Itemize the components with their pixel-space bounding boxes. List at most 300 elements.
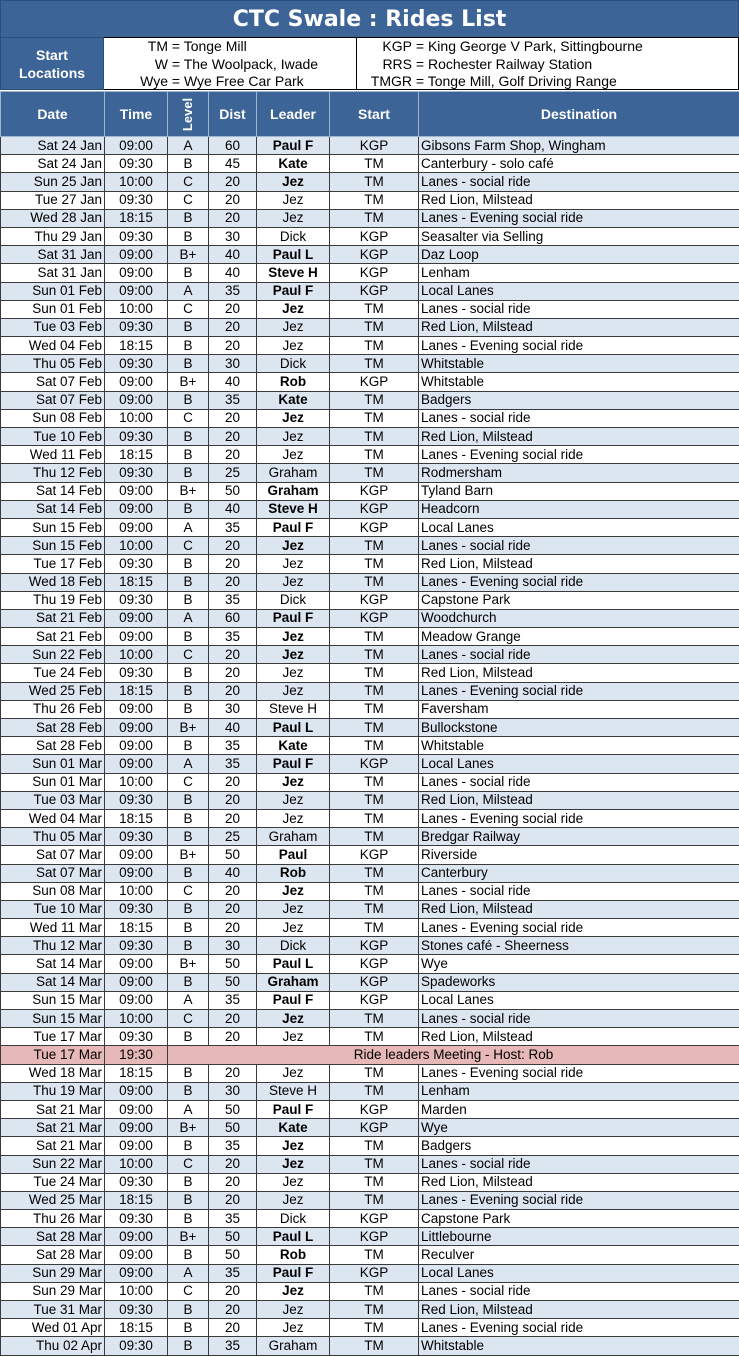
- table-row: [1, 864, 739, 882]
- cell-level: C: [168, 1282, 209, 1300]
- cell-destination: Wye: [419, 1119, 739, 1137]
- cell-destination: Red Lion, Milstead: [419, 1028, 739, 1046]
- cell-level: B: [168, 737, 209, 755]
- cell-leader: Rob: [257, 864, 330, 882]
- cell-level: B+: [168, 1119, 209, 1137]
- cell-dist: 40: [209, 264, 257, 282]
- cell-date: Sun 22 Feb: [1, 646, 105, 664]
- cell-leader: Steve H: [257, 500, 330, 518]
- cell-level: B: [168, 318, 209, 336]
- cell-date: Thu 19 Mar: [1, 1082, 105, 1100]
- cell-level: C: [168, 173, 209, 191]
- cell-start: KGP: [330, 282, 419, 300]
- cell-destination: Wye: [419, 955, 739, 973]
- table-row: [1, 1191, 739, 1209]
- cell-level: C: [168, 537, 209, 555]
- cell-dist: 30: [209, 355, 257, 373]
- cell-start: TM: [330, 1010, 419, 1028]
- cell-time: 10:00: [105, 1010, 168, 1028]
- cell-start: KGP: [330, 1119, 419, 1137]
- cell-time: 18:15: [105, 1064, 168, 1082]
- cell-dist: 25: [209, 828, 257, 846]
- cell-start: TM: [330, 864, 419, 882]
- cell-date: Wed 11 Feb: [1, 446, 105, 464]
- cell-leader: Jez: [257, 1010, 330, 1028]
- cell-dist: 35: [209, 628, 257, 646]
- cell-leader: Jez: [257, 809, 330, 827]
- legend-entry: RRS = Rochester Railway Station: [357, 56, 738, 74]
- cell-level: A: [168, 1100, 209, 1118]
- location-code: TM: [147, 38, 168, 54]
- cell-time: 10:00: [105, 773, 168, 791]
- cell-time: 09:00: [105, 973, 168, 991]
- cell-destination: Capstone Park: [419, 1210, 739, 1228]
- location-code: RRS: [382, 55, 412, 72]
- cell-level: B: [168, 791, 209, 809]
- cell-leader: Jez: [257, 173, 330, 191]
- column-header-destination: Destination: [419, 92, 739, 137]
- cell-dist: 20: [209, 1282, 257, 1300]
- cell-start: TM: [330, 828, 419, 846]
- cell-level: B: [168, 900, 209, 918]
- cell-meeting-note: Ride leaders Meeting - Host: Rob: [168, 1046, 739, 1064]
- cell-start: KGP: [330, 500, 419, 518]
- cell-destination: Red Lion, Milstead: [419, 428, 739, 446]
- cell-date: Sun 01 Mar: [1, 755, 105, 773]
- cell-level: C: [168, 773, 209, 791]
- cell-leader: Jez: [257, 646, 330, 664]
- cell-start: KGP: [330, 264, 419, 282]
- cell-start: TM: [330, 1301, 419, 1319]
- table-row: [1, 446, 739, 464]
- cell-destination: Lanes - social ride: [419, 773, 739, 791]
- cell-time: 09:30: [105, 428, 168, 446]
- column-header-leader: Leader: [257, 92, 330, 137]
- cell-date: Sun 15 Feb: [1, 518, 105, 536]
- cell-start: TM: [330, 464, 419, 482]
- cell-dist: 20: [209, 173, 257, 191]
- table-row: [1, 518, 739, 536]
- cell-leader: Jez: [257, 1173, 330, 1191]
- cell-date: Sat 21 Feb: [1, 628, 105, 646]
- cell-dist: 20: [209, 555, 257, 573]
- cell-date: Thu 05 Feb: [1, 355, 105, 373]
- cell-start: TM: [330, 573, 419, 591]
- cell-level: B: [168, 264, 209, 282]
- cell-date: Sat 14 Mar: [1, 955, 105, 973]
- cell-date: Wed 04 Feb: [1, 337, 105, 355]
- cell-date: Thu 29 Jan: [1, 227, 105, 245]
- cell-time: 09:00: [105, 737, 168, 755]
- table-row: [1, 1246, 739, 1264]
- cell-destination: Capstone Park: [419, 591, 739, 609]
- cell-date: Tue 10 Feb: [1, 428, 105, 446]
- table-row: [1, 1155, 739, 1173]
- cell-destination: Lanes - Evening social ride: [419, 337, 739, 355]
- cell-date: Sun 15 Mar: [1, 991, 105, 1009]
- cell-time: 09:30: [105, 1210, 168, 1228]
- cell-start: KGP: [330, 973, 419, 991]
- table-row: [1, 1082, 739, 1100]
- cell-dist: 35: [209, 737, 257, 755]
- cell-start: TM: [330, 1282, 419, 1300]
- cell-level: B: [168, 919, 209, 937]
- cell-level: A: [168, 991, 209, 1009]
- cell-time: 09:30: [105, 318, 168, 336]
- cell-start: KGP: [330, 227, 419, 245]
- cell-level: B+: [168, 482, 209, 500]
- cell-time: 09:00: [105, 1119, 168, 1137]
- table-row: [1, 318, 739, 336]
- cell-start: KGP: [330, 609, 419, 627]
- cell-leader: Dick: [257, 591, 330, 609]
- cell-time: 09:30: [105, 191, 168, 209]
- location-name: Wye Free Car Park: [183, 73, 304, 89]
- cell-destination: Local Lanes: [419, 282, 739, 300]
- cell-date: Sun 08 Feb: [1, 409, 105, 427]
- cell-start: KGP: [330, 1264, 419, 1282]
- cell-destination: Spadeworks: [419, 973, 739, 991]
- legend-label-line2: Locations: [18, 64, 86, 81]
- cell-time: 09:30: [105, 1028, 168, 1046]
- cell-time: 09:00: [105, 846, 168, 864]
- cell-time: 09:30: [105, 1337, 168, 1355]
- cell-start: KGP: [330, 1210, 419, 1228]
- table-row: [1, 300, 739, 318]
- cell-time: 09:00: [105, 246, 168, 264]
- table-row: [1, 391, 739, 409]
- cell-time: 09:30: [105, 555, 168, 573]
- table-row: [1, 955, 739, 973]
- cell-time: 10:00: [105, 173, 168, 191]
- cell-level: B: [168, 682, 209, 700]
- cell-dist: 35: [209, 991, 257, 1009]
- cell-date: Sun 08 Mar: [1, 882, 105, 900]
- legend-entry: Wye = Wye Free Car Park: [104, 73, 356, 91]
- cell-leader: Paul F: [257, 991, 330, 1009]
- cell-dist: 35: [209, 1264, 257, 1282]
- cell-dist: 20: [209, 428, 257, 446]
- cell-leader: Jez: [257, 573, 330, 591]
- table-row: [1, 1301, 739, 1319]
- table-row: [1, 973, 739, 991]
- cell-time: 09:30: [105, 664, 168, 682]
- cell-time: 18:15: [105, 573, 168, 591]
- cell-date: Sat 21 Mar: [1, 1137, 105, 1155]
- cell-level: B: [168, 664, 209, 682]
- cell-start: TM: [330, 409, 419, 427]
- cell-destination: Lanes - social ride: [419, 300, 739, 318]
- table-row: [1, 555, 739, 573]
- cell-destination: Canterbury: [419, 864, 739, 882]
- cell-destination: Lanes - Evening social ride: [419, 682, 739, 700]
- cell-time: 10:00: [105, 1155, 168, 1173]
- cell-leader: Paul F: [257, 609, 330, 627]
- table-row: [1, 1064, 739, 1082]
- cell-start: TM: [330, 155, 419, 173]
- cell-destination: Local Lanes: [419, 1264, 739, 1282]
- cell-date: Thu 12 Mar: [1, 937, 105, 955]
- cell-dist: 40: [209, 373, 257, 391]
- cell-dist: 50: [209, 973, 257, 991]
- cell-date: Tue 24 Mar: [1, 1173, 105, 1191]
- cell-date: Tue 03 Mar: [1, 791, 105, 809]
- cell-leader: Dick: [257, 937, 330, 955]
- cell-dist: 20: [209, 337, 257, 355]
- cell-destination: Red Lion, Milstead: [419, 318, 739, 336]
- cell-start: TM: [330, 337, 419, 355]
- table-row: [1, 646, 739, 664]
- cell-date: Tue 27 Jan: [1, 191, 105, 209]
- cell-leader: Dick: [257, 1210, 330, 1228]
- cell-level: B: [168, 391, 209, 409]
- cell-dist: 20: [209, 773, 257, 791]
- table-row: [1, 937, 739, 955]
- table-row: [1, 500, 739, 518]
- cell-date: Wed 25 Mar: [1, 1191, 105, 1209]
- cell-dist: 20: [209, 1028, 257, 1046]
- cell-level: B: [168, 500, 209, 518]
- table-row: [1, 1210, 739, 1228]
- cell-level: B: [168, 591, 209, 609]
- cell-start: TM: [330, 537, 419, 555]
- cell-date: Sun 29 Mar: [1, 1264, 105, 1282]
- cell-leader: Jez: [257, 191, 330, 209]
- cell-destination: Canterbury - solo café: [419, 155, 739, 173]
- cell-level: B: [168, 937, 209, 955]
- cell-destination: Whitstable: [419, 355, 739, 373]
- rides-table: [0, 91, 739, 1356]
- cell-time: 18:15: [105, 337, 168, 355]
- cell-level: B: [168, 1173, 209, 1191]
- cell-destination: Lanes - social ride: [419, 173, 739, 191]
- cell-time: 09:30: [105, 828, 168, 846]
- page-title: CTC Swale : Rides List: [0, 0, 739, 38]
- cell-dist: 20: [209, 191, 257, 209]
- cell-start: KGP: [330, 846, 419, 864]
- cell-date: Sun 22 Mar: [1, 1155, 105, 1173]
- cell-destination: Lanes - Evening social ride: [419, 809, 739, 827]
- cell-dist: 40: [209, 500, 257, 518]
- cell-dist: 40: [209, 864, 257, 882]
- legend-entry: TM = Tonge Mill: [104, 38, 356, 56]
- cell-time: 09:00: [105, 700, 168, 718]
- table-row: [1, 609, 739, 627]
- cell-leader: Jez: [257, 1191, 330, 1209]
- column-header-start: Start: [330, 92, 419, 137]
- cell-level: C: [168, 1010, 209, 1028]
- cell-time: 18:15: [105, 209, 168, 227]
- cell-start: KGP: [330, 373, 419, 391]
- cell-dist: 20: [209, 646, 257, 664]
- cell-leader: Jez: [257, 900, 330, 918]
- cell-leader: Jez: [257, 1137, 330, 1155]
- cell-destination: Gibsons Farm Shop, Wingham: [419, 137, 739, 155]
- cell-level: A: [168, 518, 209, 536]
- cell-level: B: [168, 355, 209, 373]
- location-name: Tonge Mill: [183, 38, 247, 54]
- legend-left-column: [104, 37, 357, 90]
- cell-level: B: [168, 446, 209, 464]
- column-header-dist: Dist: [209, 92, 257, 137]
- table-row: [1, 246, 739, 264]
- cell-date: Sun 15 Feb: [1, 537, 105, 555]
- cell-level: A: [168, 755, 209, 773]
- cell-date: Sat 28 Mar: [1, 1246, 105, 1264]
- cell-start: KGP: [330, 591, 419, 609]
- cell-dist: 25: [209, 464, 257, 482]
- cell-start: TM: [330, 919, 419, 937]
- table-row: [1, 700, 739, 718]
- cell-destination: Red Lion, Milstead: [419, 1301, 739, 1319]
- cell-date: Sat 28 Mar: [1, 1228, 105, 1246]
- cell-level: B+: [168, 955, 209, 973]
- cell-time: 09:00: [105, 282, 168, 300]
- cell-dist: 20: [209, 300, 257, 318]
- cell-start: KGP: [330, 991, 419, 1009]
- cell-dist: 20: [209, 209, 257, 227]
- cell-leader: Jez: [257, 537, 330, 555]
- location-code: KGP: [382, 38, 412, 54]
- cell-date: Thu 26 Feb: [1, 700, 105, 718]
- cell-dist: 30: [209, 700, 257, 718]
- cell-dist: 20: [209, 1173, 257, 1191]
- cell-destination: Lanes - social ride: [419, 409, 739, 427]
- cell-date: Sat 24 Jan: [1, 155, 105, 173]
- cell-time: 10:00: [105, 882, 168, 900]
- cell-dist: 20: [209, 318, 257, 336]
- cell-time: 09:30: [105, 227, 168, 245]
- cell-time: 09:30: [105, 937, 168, 955]
- cell-start: TM: [330, 664, 419, 682]
- cell-date: Sat 14 Feb: [1, 482, 105, 500]
- cell-start: TM: [330, 628, 419, 646]
- cell-level: B: [168, 1064, 209, 1082]
- cell-destination: Lanes - social ride: [419, 646, 739, 664]
- cell-time: 09:00: [105, 518, 168, 536]
- cell-leader: Paul: [257, 846, 330, 864]
- cell-start: TM: [330, 1028, 419, 1046]
- cell-start: KGP: [330, 937, 419, 955]
- legend-label-line1: Start: [36, 46, 68, 63]
- cell-time: 18:15: [105, 1191, 168, 1209]
- cell-level: B: [168, 700, 209, 718]
- cell-level: B: [168, 1337, 209, 1355]
- legend-right-column: [357, 37, 739, 90]
- cell-dist: 35: [209, 518, 257, 536]
- cell-date: Tue 24 Feb: [1, 664, 105, 682]
- cell-destination: Local Lanes: [419, 755, 739, 773]
- cell-destination: Red Lion, Milstead: [419, 664, 739, 682]
- table-row: [1, 155, 739, 173]
- cell-dist: 50: [209, 1246, 257, 1264]
- cell-destination: Local Lanes: [419, 518, 739, 536]
- cell-leader: Jez: [257, 628, 330, 646]
- cell-time: 09:00: [105, 1082, 168, 1100]
- cell-time: 09:00: [105, 955, 168, 973]
- cell-leader: Jez: [257, 1155, 330, 1173]
- cell-destination: Daz Loop: [419, 246, 739, 264]
- cell-leader: Kate: [257, 737, 330, 755]
- cell-level: B: [168, 628, 209, 646]
- table-row: [1, 846, 739, 864]
- table-row: [1, 719, 739, 737]
- cell-start: TM: [330, 773, 419, 791]
- cell-leader: Graham: [257, 482, 330, 500]
- cell-level: B: [168, 1137, 209, 1155]
- column-header-level-cell: [168, 92, 209, 137]
- cell-dist: 50: [209, 1228, 257, 1246]
- cell-time: 09:30: [105, 791, 168, 809]
- column-header-time: Time: [105, 92, 168, 137]
- cell-start: TM: [330, 428, 419, 446]
- cell-start: TM: [330, 1246, 419, 1264]
- cell-time: 09:00: [105, 1137, 168, 1155]
- cell-leader: Paul L: [257, 955, 330, 973]
- cell-leader: Paul L: [257, 246, 330, 264]
- cell-time: 09:00: [105, 991, 168, 1009]
- cell-date: Wed 18 Mar: [1, 1064, 105, 1082]
- cell-date: Thu 19 Feb: [1, 591, 105, 609]
- cell-start: TM: [330, 355, 419, 373]
- column-header-date: Date: [1, 92, 105, 137]
- table-row: [1, 355, 739, 373]
- cell-leader: Kate: [257, 1119, 330, 1137]
- cell-destination: Lenham: [419, 264, 739, 282]
- table-row: [1, 1137, 739, 1155]
- cell-leader: Jez: [257, 318, 330, 336]
- cell-time: 09:30: [105, 355, 168, 373]
- cell-level: C: [168, 882, 209, 900]
- cell-destination: Seasalter via Selling: [419, 227, 739, 245]
- cell-level: B: [168, 573, 209, 591]
- table-row: [1, 1010, 739, 1028]
- cell-time: 09:30: [105, 1173, 168, 1191]
- table-row: [1, 337, 739, 355]
- cell-destination: Lanes - social ride: [419, 537, 739, 555]
- cell-leader: Paul F: [257, 1100, 330, 1118]
- cell-dist: 35: [209, 1210, 257, 1228]
- cell-level: B: [168, 227, 209, 245]
- cell-leader: Jez: [257, 791, 330, 809]
- cell-leader: Paul F: [257, 755, 330, 773]
- cell-dist: 20: [209, 573, 257, 591]
- cell-date: Thu 26 Mar: [1, 1210, 105, 1228]
- cell-dist: 20: [209, 1155, 257, 1173]
- cell-destination: Bredgar Railway: [419, 828, 739, 846]
- cell-destination: Lanes - Evening social ride: [419, 446, 739, 464]
- cell-level: A: [168, 609, 209, 627]
- cell-dist: 50: [209, 846, 257, 864]
- cell-level: B+: [168, 1228, 209, 1246]
- cell-destination: Bullockstone: [419, 719, 739, 737]
- cell-leader: Jez: [257, 209, 330, 227]
- cell-dist: 35: [209, 282, 257, 300]
- cell-leader: Jez: [257, 882, 330, 900]
- cell-destination: Lanes - social ride: [419, 1282, 739, 1300]
- cell-time: 09:00: [105, 628, 168, 646]
- cell-start: TM: [330, 555, 419, 573]
- cell-date: Sun 25 Jan: [1, 173, 105, 191]
- cell-destination: Red Lion, Milstead: [419, 1173, 739, 1191]
- cell-date: Tue 31 Mar: [1, 1301, 105, 1319]
- cell-time: 09:30: [105, 591, 168, 609]
- cell-date: Sun 29 Mar: [1, 1282, 105, 1300]
- cell-time: 18:15: [105, 682, 168, 700]
- cell-time: 09:00: [105, 609, 168, 627]
- cell-date: Sat 21 Mar: [1, 1119, 105, 1137]
- cell-start: TM: [330, 391, 419, 409]
